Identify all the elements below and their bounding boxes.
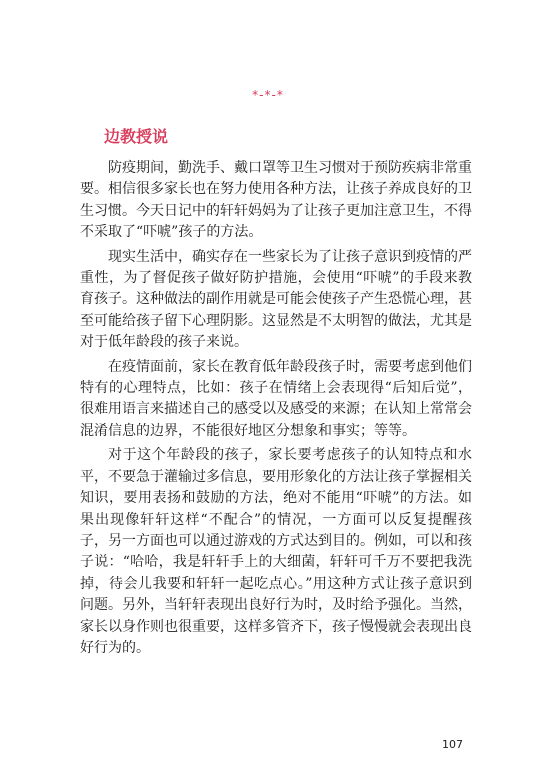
paragraph-1: 防疫期间，勤洗手、戴口罩等卫生习惯对于预防疾病非常重要。相信很多家长也在努力使用各种方法，让孩子养成良好的卫生习惯。今天日记中的轩轩妈妈为了让孩子更加注意卫生，不得不采取了“吓唬”孩子的方法。 (80, 160, 472, 241)
section-ornament: *-*-* (252, 88, 284, 102)
page-number: 107 (442, 738, 463, 751)
body-text (80, 158, 472, 662)
paragraph-2: 现实生活中，确实存在一些家长为了让孩子意识到疫情的严重性，为了督促孩子做好防护措施，会使用“吓唬”的手段来教育孩子。这种做法的副作用就是可能会使孩子产生恐慌心理，甚至可能给孩子留下心理阴影。这显然是不太明智的做法，尤其是对于低年龄段的孩子来说。 (80, 248, 472, 351)
paragraph-4: 对于这个年龄段的孩子，家长要考虑孩子的认知特点和水平，不要急于灌输过多信息，要用形象化的方法让孩子掌握相关知识，要用表扬和鼓励的方法，绝对不能用“吓唬”的方法。如果出现像轩轩这样“不配合”的情况，一方面可以反复提醒孩子，另一方面也可以通过游戏的方式达到目的。例如，可以和孩子说：“哈哈，我是轩轩手上的大细菌，轩轩可千万不要把我洗掉，待会儿我要和轩轩一起吃点心。”用这种方式让孩子意识到问题。另外，当轩轩表现出良好行为时，及时给予强化。当然，家长以身作则也很重要，这样多管齐下，孩子慢慢就会表现出良好行为的。 (80, 447, 472, 656)
section-heading: 边教授说 (104, 127, 169, 146)
paragraph-3: 在疫情面前，家长在教育低年龄段孩子时，需要考虑到他们特有的心理特点，比如：孩子在情绪上会表现得“后知后觉”，很难用语言来描述自己的感受以及感受的来源；在认知上常常会混淆信息的边界，不能很好地区分想象和事实；等等。 (80, 358, 472, 439)
